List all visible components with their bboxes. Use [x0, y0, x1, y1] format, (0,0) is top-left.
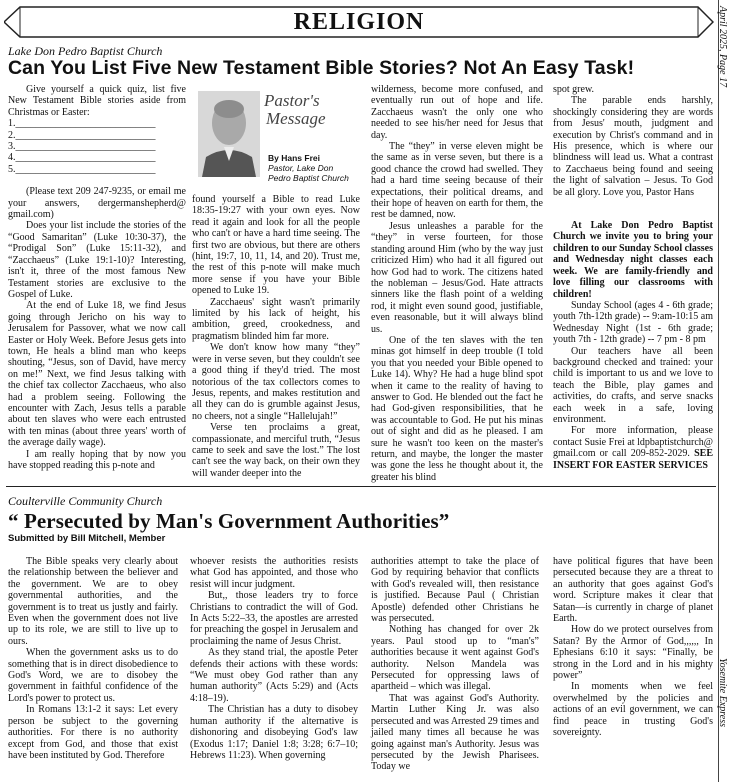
column-title-line: Pastor's: [264, 91, 320, 110]
article1-column-2: [192, 194, 360, 479]
paragraph: authorities attempt to take the place of God by requiring behavior that conflicts with God's revealed will, then resistance is justified. Because Paul ( Christian Apostle) defended other Christians he was persecuted.: [371, 556, 539, 625]
byline-name: By Hans Frei: [268, 153, 320, 163]
paragraph: That was against God's Authority. Martin Luther King Jr. was also persecuted and was Arrested 29 times and jailed many times all because he was going against man's Authority. Jesus was persecuted by the Jewish Pharisees. Today we: [371, 692, 539, 773]
quiz-blank: 5.____________________________: [8, 163, 156, 175]
paragraph: Jesus unleashes a parable for the “they” in verse fourteen, for those standing around Him (who by the way just criticized Him) who had it all figured out how God had to work. The citizens hated the nobleman – Jesus/God. Hate attracts sinners like the flash point of a welding rod, it might even sound good, justifiable, even reasonable, but it will always blind us.: [371, 220, 543, 335]
article2-kicker: Coulterville Community Church: [8, 494, 163, 508]
paragraph: Our teachers have all been background checked and trained: your child is important to us and we love to teach the Bible, play games and activities, do crafts, and serve snacks each week in a safe, loving environment.: [553, 345, 713, 425]
article1-kicker: Lake Don Pedro Baptist Church: [8, 44, 163, 58]
byline-role: Pedro Baptist Church: [268, 173, 349, 183]
column-title: [264, 92, 325, 128]
article2-column-3: [371, 556, 539, 773]
paragraph: In Romans 13:1-2 it says: Let every person be subject to the governing authorities. For there is no authority except from God, and those that exist have been instituted by God. Therefore: [8, 704, 178, 761]
article2-column-2: [190, 556, 358, 761]
paragraph: We don't know how many “they” were in verse seven, but they couldn't see a good thing if they'd tried. The most notorious of the tax collectors comes to Jesus, repents, and makes restitution and all they can do is grumble against Jesus, no cheers, not a single “Hallelujah!”: [192, 342, 360, 422]
paragraph-text: For more information, please contact Susie Frei at ldpbaptistchurch@ gmail.com or call 209-852-2029.: [553, 425, 713, 460]
paragraph: At the end of Luke 18, we find Jesus going through Jericho on his way to Jerusalem for Passover, what we now call Easter or Holy Week. Before Jesus gets into town, He heals a blind man who keeps shouting, “Jesus, son of David, have mercy on me!” Next, we find Jesus talking with the chief tax collector Zacchaeus, who also had a problem seeing. Following the encounter with Zach, Jesus tells a parable about ten slaves who were each entrusted with ten minas (about three years' worth of the average daily wage).: [8, 300, 186, 449]
paragraph: Give yourself a quick quiz, list five New Testament Bible stories aside from Christmas or Easter:: [8, 84, 186, 118]
article2-headline: “ Persecuted by Man's Government Authorities”: [8, 509, 450, 533]
paragraph: The parable ends harshly, shockingly considering they are words from Jesus' mouth, judgment and execution by Christ's command and in His presence, which is where our blindness will lead us. What a contrast to Zacchaeus being found and seeing the light of salvation – Jesus. To God be all glory. Love you, Pastor Hans: [553, 95, 713, 198]
paragraph: (Please text 209 247-9235, or email me your answers, dergermanshepherd@ gmail.com): [8, 186, 186, 221]
paragraph: I am really hoping that by now you have stopped reading this p-note and: [8, 448, 186, 471]
paragraph: Zacchaeus' sight wasn't primarily limited by his lack of height, his ambition, greed, crookedness, and pragmatism blinded him far more.: [192, 296, 360, 342]
article1-byline: [268, 153, 349, 183]
paragraph: But,, those leaders try to force Christians to contradict the will of God. In Acts 5:22–33, the apostles are arrested for preaching the gospel in Jerusalem and proclaiming the name of Jesus Christ.: [190, 590, 358, 647]
article1-column-3: [371, 84, 543, 483]
paragraph-emphasis: SEE INSERT FOR EASTER SERVICES: [553, 448, 713, 471]
paragraph: Nothing has changed for over 2k years. Paul stood up to “man's” authorities because it went against God's authority. Nelson Mandela was Persecuted for oppressing laws of apartheid – which was illegal.: [371, 624, 539, 693]
paragraph: The Bible speaks very clearly about the relationship between the believer and the government. We are to obey governmental authorities, and the government is to treat us justly and fairly. Even when the government does not live up to its role, we are still to live up to ours.: [8, 556, 178, 647]
quiz-blank: 1.____________________________: [8, 118, 156, 130]
paragraph: As they stand trial, the apostle Peter defends their actions with these words: “We must obey God rather than any human authority” (Acts 5:29) and (Acts 4:18–19).: [190, 647, 358, 704]
paragraph: When the government asks us to do something that is in direct disobedience to God's Word, we are to disobey the government in faithful confidence of the Lord's power to protect us.: [8, 647, 178, 704]
paragraph: At Lake Don Pedro Baptist Church we invite you to bring your children to our Sunday School classes and Wednesday night classes each week. We are family-friendly and love filling our classrooms with children!: [553, 220, 713, 300]
paragraph: One of the ten slaves with the ten minas got himself in deep trouble (I told you that you needed your Bible opened to Luke 14). Why? He had a huge blind spot when it came to the reality of having to answer to God. He blended out the fact he had God-given responsibilities, that he was accountable to God. He put his minas out of sight and did as he pleased. I am sure he wasn't too keen on the master's return, and maybe, the longer the master was gone the less he thought about it, the greater his blind: [371, 334, 543, 483]
quiz-blank: 4.____________________________: [8, 152, 156, 164]
article-divider: [6, 486, 716, 487]
column-title-line: Message: [266, 109, 326, 128]
paragraph: have political figures that have been persecuted because they are a threat to an authority that goes against God's word. Scripture makes it clear that Satan—is currently in charge of planet Earth.: [553, 556, 713, 625]
paragraph: The “they” in verse eleven might be the same as in verse seven, but there is a good chance the crowd had swelled. They had a hard time seeing because of their expectations, their political dreams, and their hope of heaven on earth for them, the rest be damned, now.: [371, 141, 543, 221]
article2-column-1: [8, 556, 178, 761]
article1-column-1: [8, 84, 186, 471]
paragraph: Does your list include the stories of the “Good Samaritan” (Luke 10:30-37), the “Prodigal Son” (Luke 15:11-32), and “Zacchaeus” (Luke 19:1-10)? Interesting, isn't it, three of the most famous New Testament stories are exclusive to the Gospel of Luke.: [8, 220, 186, 300]
byline-role: Pastor, Lake Don: [268, 163, 334, 173]
paragraph: How do we protect ourselves from Satan? By the Armor of God,,,,,, In Ephesians 6:10 it says: “Finally, be strong in the Lord and in his mighty power”: [553, 624, 713, 682]
paragraph: In moments when we feel overwhelmed by the policies and actions of an evil government, we can find peace in trusting God's sovereignty.: [553, 681, 713, 739]
paragraph: [553, 425, 713, 471]
paragraph: spot grew.: [553, 84, 595, 95]
publication-name: Yosemite Express: [717, 658, 728, 727]
page-folio: April 2025, Page 17: [717, 6, 728, 88]
section-banner: [4, 6, 714, 38]
paragraph: wilderness, become more confused, and eventually run out of hope and life. Zacchaeus wasn't the only one who needed to see his/her need for Jesus that day.: [371, 84, 543, 141]
article1-headline: Can You List Five New Testament Bible Stories? Not An Easy Task!: [8, 57, 635, 79]
article2-column-4: [553, 556, 713, 739]
paragraph: The Christian has a duty to disobey human authority if the alternative is dishonoring and disobeying God's law (Exodus 1:17; Daniel 1:8; 3:28; 6:7–10; Hebrews 11:23). When governing: [190, 704, 358, 761]
section-title: RELIGION: [293, 9, 425, 35]
paragraph: Sunday School (ages 4 - 6th grade; youth 7th-12th grade) -- 9:am-10:15 am Wednesday Night (1st - 6th grade; youth 7th - 12th grade) -- 7 pm - 8 pm: [553, 299, 713, 346]
paragraph: Verse ten proclaims a great, compassionate, and merciful truth, “Jesus came to seek and save the lost.” The lost can't see the way back, on their own they will wander deeper into the: [192, 422, 360, 479]
paragraph: whoever resists the authorities resists what God has appointed, and those who resist will incur judgment.: [190, 556, 358, 590]
quiz-blank: 3.____________________________: [8, 141, 156, 153]
quiz-blank: 2.____________________________: [8, 129, 156, 141]
article1-column-4: [553, 84, 713, 471]
article2-byline: Submitted by Bill Mitchell, Member: [8, 533, 166, 544]
pastor-photo: [198, 91, 260, 177]
paragraph: found yourself a Bible to read Luke 18:35-19:27 with your own eyes. Now read it again and look for all the people who can't or have a hard time seeing. The first two are obvious, but there are others (hint, 19:7, 10, 11, 14, and 20). Trust me, the rest of this p-note will make much more sense if you have your Bible opened to Luke 19.: [192, 194, 360, 297]
